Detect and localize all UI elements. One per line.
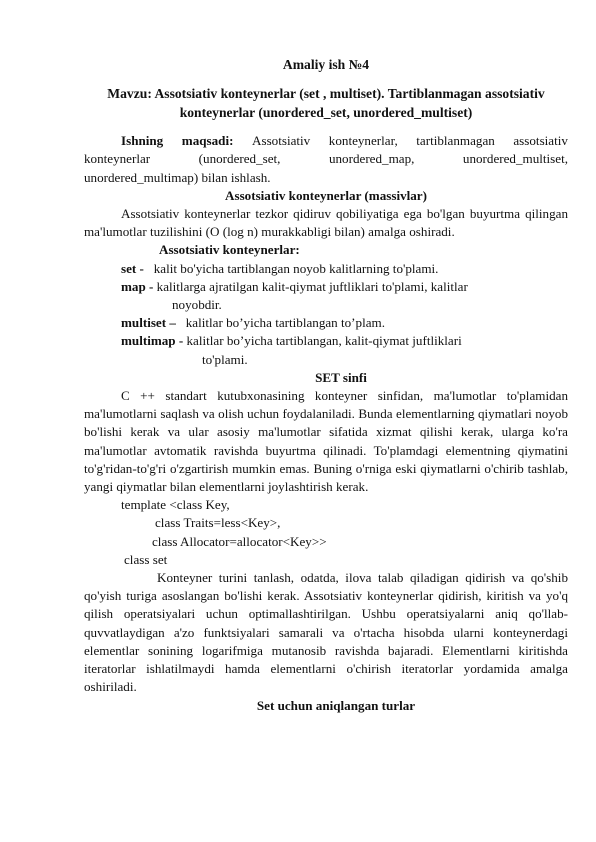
- list-item-map: [84, 278, 568, 296]
- term-multimap: multimap -: [121, 333, 184, 349]
- term-multiset: multiset –: [121, 315, 176, 331]
- goal-word: Ishning: [121, 133, 164, 149]
- code-line: class Allocator=allocator<Key>>: [152, 533, 327, 549]
- code-line: class Traits=less<Key>,: [155, 515, 281, 531]
- goal-line-3: unordered_multimap) bilan ishlash.: [84, 169, 271, 185]
- code-snippet: [84, 496, 568, 569]
- list-item-set: [84, 260, 568, 278]
- container-list: [84, 260, 568, 369]
- goal-word: assotsiativ: [513, 133, 568, 149]
- list-item-multimap-continued: to'plami.: [202, 351, 248, 367]
- list-item-multiset: [84, 314, 568, 332]
- desc-multimap: kalitlar bo’yicha tartiblangan, kalit-qiymat juftliklari: [186, 333, 462, 349]
- topic-line-1: Mavzu: Assotsiativ konteynerlar (set , multiset). Tartiblanmagan assotsiativ: [107, 86, 545, 102]
- desc-multiset: kalitlar bo’yicha tartiblangan to’plam.: [185, 315, 385, 331]
- goal-word: unordered_multiset,: [462, 151, 568, 167]
- goal-paragraph: [84, 132, 568, 187]
- goal-word: konteynerlar,: [328, 133, 398, 149]
- list-item-map-continued: noyobdir.: [172, 297, 222, 313]
- goal-line-1: [84, 132, 568, 150]
- desc-set: kalit bo'yicha tartiblangan noyob kalitlarning to'plami.: [153, 260, 439, 276]
- goal-word: maqsadi:: [181, 133, 234, 149]
- list-item-multimap: [84, 332, 568, 350]
- goal-word: tartiblanmagan: [416, 133, 495, 149]
- term-set: set -: [121, 260, 144, 276]
- term-map: map -: [121, 278, 154, 294]
- goal-word: (unordered_set,: [198, 151, 281, 167]
- section-heading-types: Set uchun aniqlangan turlar: [256, 697, 416, 713]
- section-heading-set: SET sinfi: [315, 369, 367, 385]
- topic-line-2: konteynerlar (unordered_set, unordered_multiset): [179, 105, 473, 121]
- subheading-containers: Assotsiativ konteynerlar:: [159, 242, 300, 258]
- paragraph-container-choice: Konteyner turini tanlash, odatda, ilova talab qiladigan qidirish va qo'shib qo'yish turiga asoslangan bo'lishi kerak. Assotsiativ konteynerlar qidirish, kiritish va yo'q qilish operatsiyalari uchun optimallashtirilgan. Ushbu operatsiyalarni aniq qo'llab-quvvatlaydigan a'zo funktsiyalari samarali va o'rtacha hisobda ularni konteynerdagi elementlar sonining logarifmiga mutanosib ravishda bajaradi. Elementlarni kiritishda iteratorlar ishlatilmaydi hamda elementlarni o'chirish iteratorlar yordamida amalga oshiriladi.: [84, 570, 568, 695]
- section-heading-massivlar: Assotsiativ konteynerlar (massivlar): [225, 187, 427, 203]
- goal-word: unordered_map,: [328, 151, 415, 167]
- document-title: Amaliy ish №4: [282, 57, 370, 72]
- code-line: class set: [124, 551, 168, 567]
- topic-heading: [84, 84, 568, 122]
- code-line: template <class Key,: [121, 497, 230, 513]
- goal-line-2: [84, 150, 568, 168]
- desc-map: kalitlarga ajratilgan kalit-qiymat juftliklari to'plami, kalitlar: [156, 278, 468, 294]
- paragraph-intro: Assotsiativ konteynerlar tezkor qidiruv qobiliyatiga ega bo'lgan buyurtma qilingan ma'lumotlar tuzilishini (O (log n) murakkabligi bilan) amalga oshiradi.: [84, 206, 568, 240]
- goal-word: konteynerlar: [84, 151, 151, 167]
- goal-word: Assotsiativ: [252, 133, 311, 149]
- paragraph-set-description: C ++ standart kutubxonasining konteyner sinfidan, ma'lumotlar to'plamidan ma'lumotlarni saqlash va olish uchun foydalaniladi. Bunda elementlarning qiymatlari noyob bo'lishi kerak va ular asosiy ma'lumotlar sifatida xizmat qilishi kerak, ularga ko'ra ma'lumotlar avtomatik ravishda buyurtma qilinadi. To'plamdagi elementning qiymatini to'g'ridan-to'g'ri o'zgartirish mumkin emas. Buning o'rniga eski qiymatlarni o'chirib tashlab, yangi qiymatlar bilan elementlarni joylashtirish kerak.: [84, 388, 568, 495]
